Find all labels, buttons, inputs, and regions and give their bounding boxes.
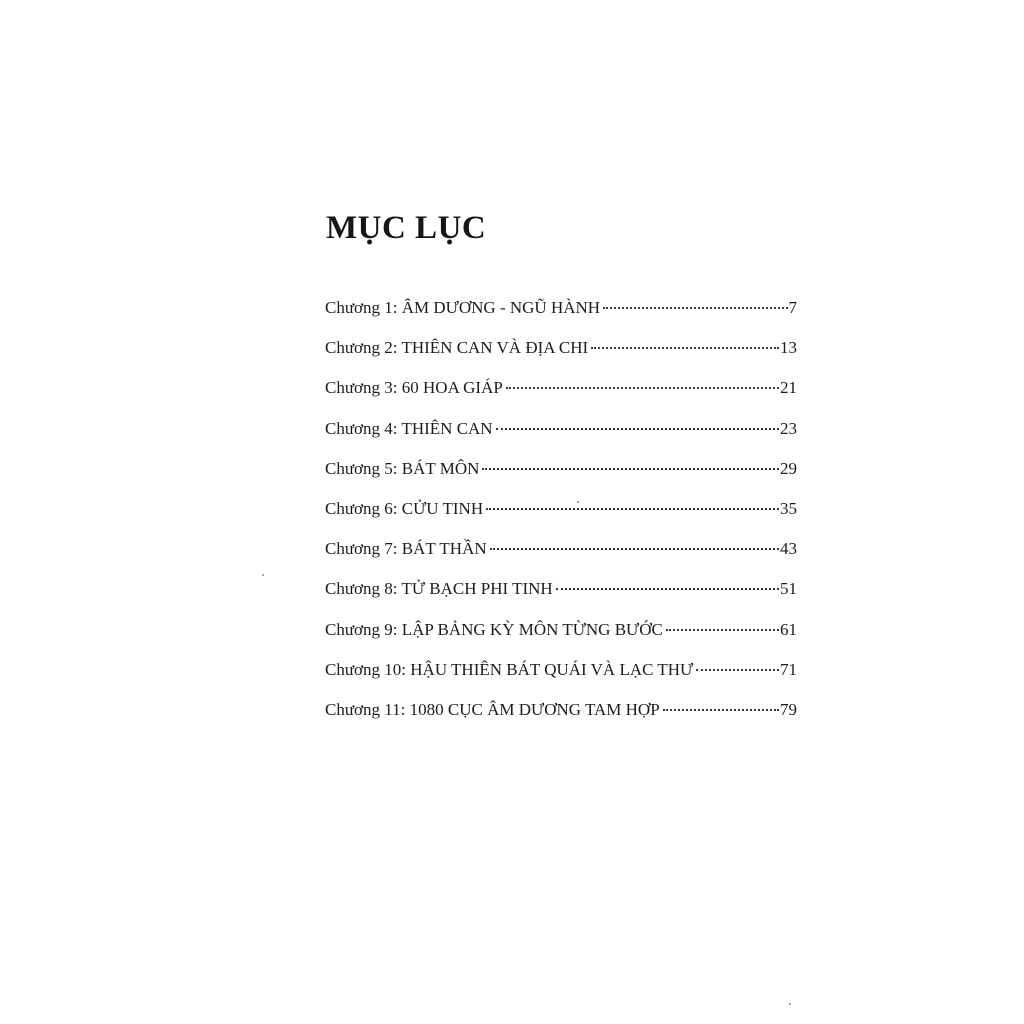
toc-entry-label: Chương 11: 1080 CỤC ÂM DƯƠNG TAM HỢP	[325, 699, 660, 719]
toc-entry-page: 51	[780, 579, 797, 599]
dot-leader	[556, 588, 779, 590]
table-of-contents	[325, 298, 797, 740]
dot-leader	[486, 508, 779, 510]
toc-entry-page: 71	[780, 659, 797, 679]
toc-entry-label: Chương 4: THIÊN CAN	[325, 418, 493, 438]
dot-leader	[490, 548, 779, 550]
dot-leader	[496, 428, 779, 430]
toc-entry-7	[325, 539, 797, 579]
toc-entry-4	[325, 419, 797, 459]
toc-entry-page: 13	[780, 338, 797, 358]
paper-speck	[789, 1003, 791, 1005]
dot-leader	[663, 709, 779, 711]
dot-leader	[591, 347, 779, 349]
toc-entry-label: Chương 6: CỬU TINH	[325, 498, 484, 518]
toc-entry-label: Chương 2: THIÊN CAN VÀ ĐỊA CHI	[325, 338, 589, 358]
toc-entry-label: Chương 8: TỬ BẠCH PHI TINH	[325, 579, 553, 599]
dot-leader	[696, 669, 779, 671]
page-title: MỤC LỤC	[326, 210, 487, 246]
paper-speck	[262, 574, 264, 576]
dot-leader	[603, 307, 787, 309]
paper-speck	[577, 501, 579, 503]
toc-entry-page: 23	[780, 418, 797, 438]
toc-entry-label: Chương 1: ÂM DƯƠNG - NGŨ HÀNH	[325, 298, 601, 317]
toc-entry-label: Chương 9: LẬP BẢNG KỲ MÔN TỪNG BƯỚC	[325, 619, 663, 639]
toc-entry-9	[325, 620, 797, 660]
toc-entry-11	[325, 700, 797, 740]
toc-entry-3	[325, 378, 797, 418]
toc-entry-page: 43	[780, 539, 797, 559]
toc-entry-10	[325, 660, 797, 700]
toc-entry-8	[325, 579, 797, 619]
toc-entry-page: 29	[780, 458, 797, 478]
toc-entry-label: Chương 7: BÁT THẦN	[325, 539, 487, 559]
toc-entry-2	[325, 338, 797, 378]
toc-entry-page: 21	[780, 378, 797, 398]
toc-entry-5	[325, 459, 797, 499]
toc-entry-6	[325, 499, 797, 539]
dot-leader	[482, 468, 779, 470]
toc-entry-page: 7	[788, 298, 797, 317]
toc-entry-page: 61	[780, 619, 797, 639]
toc-entry-label: Chương 3: 60 HOA GIÁP	[325, 378, 503, 398]
toc-entry-page: 35	[780, 498, 797, 518]
dot-leader	[666, 629, 779, 631]
toc-entry-page: 79	[780, 699, 797, 719]
toc-entry-label: Chương 10: HẬU THIÊN BÁT QUÁI VÀ LẠC THƯ	[325, 659, 694, 679]
toc-entry-label: Chương 5: BÁT MÔN	[325, 458, 480, 478]
dot-leader	[506, 387, 779, 389]
toc-entry-1	[325, 298, 797, 338]
